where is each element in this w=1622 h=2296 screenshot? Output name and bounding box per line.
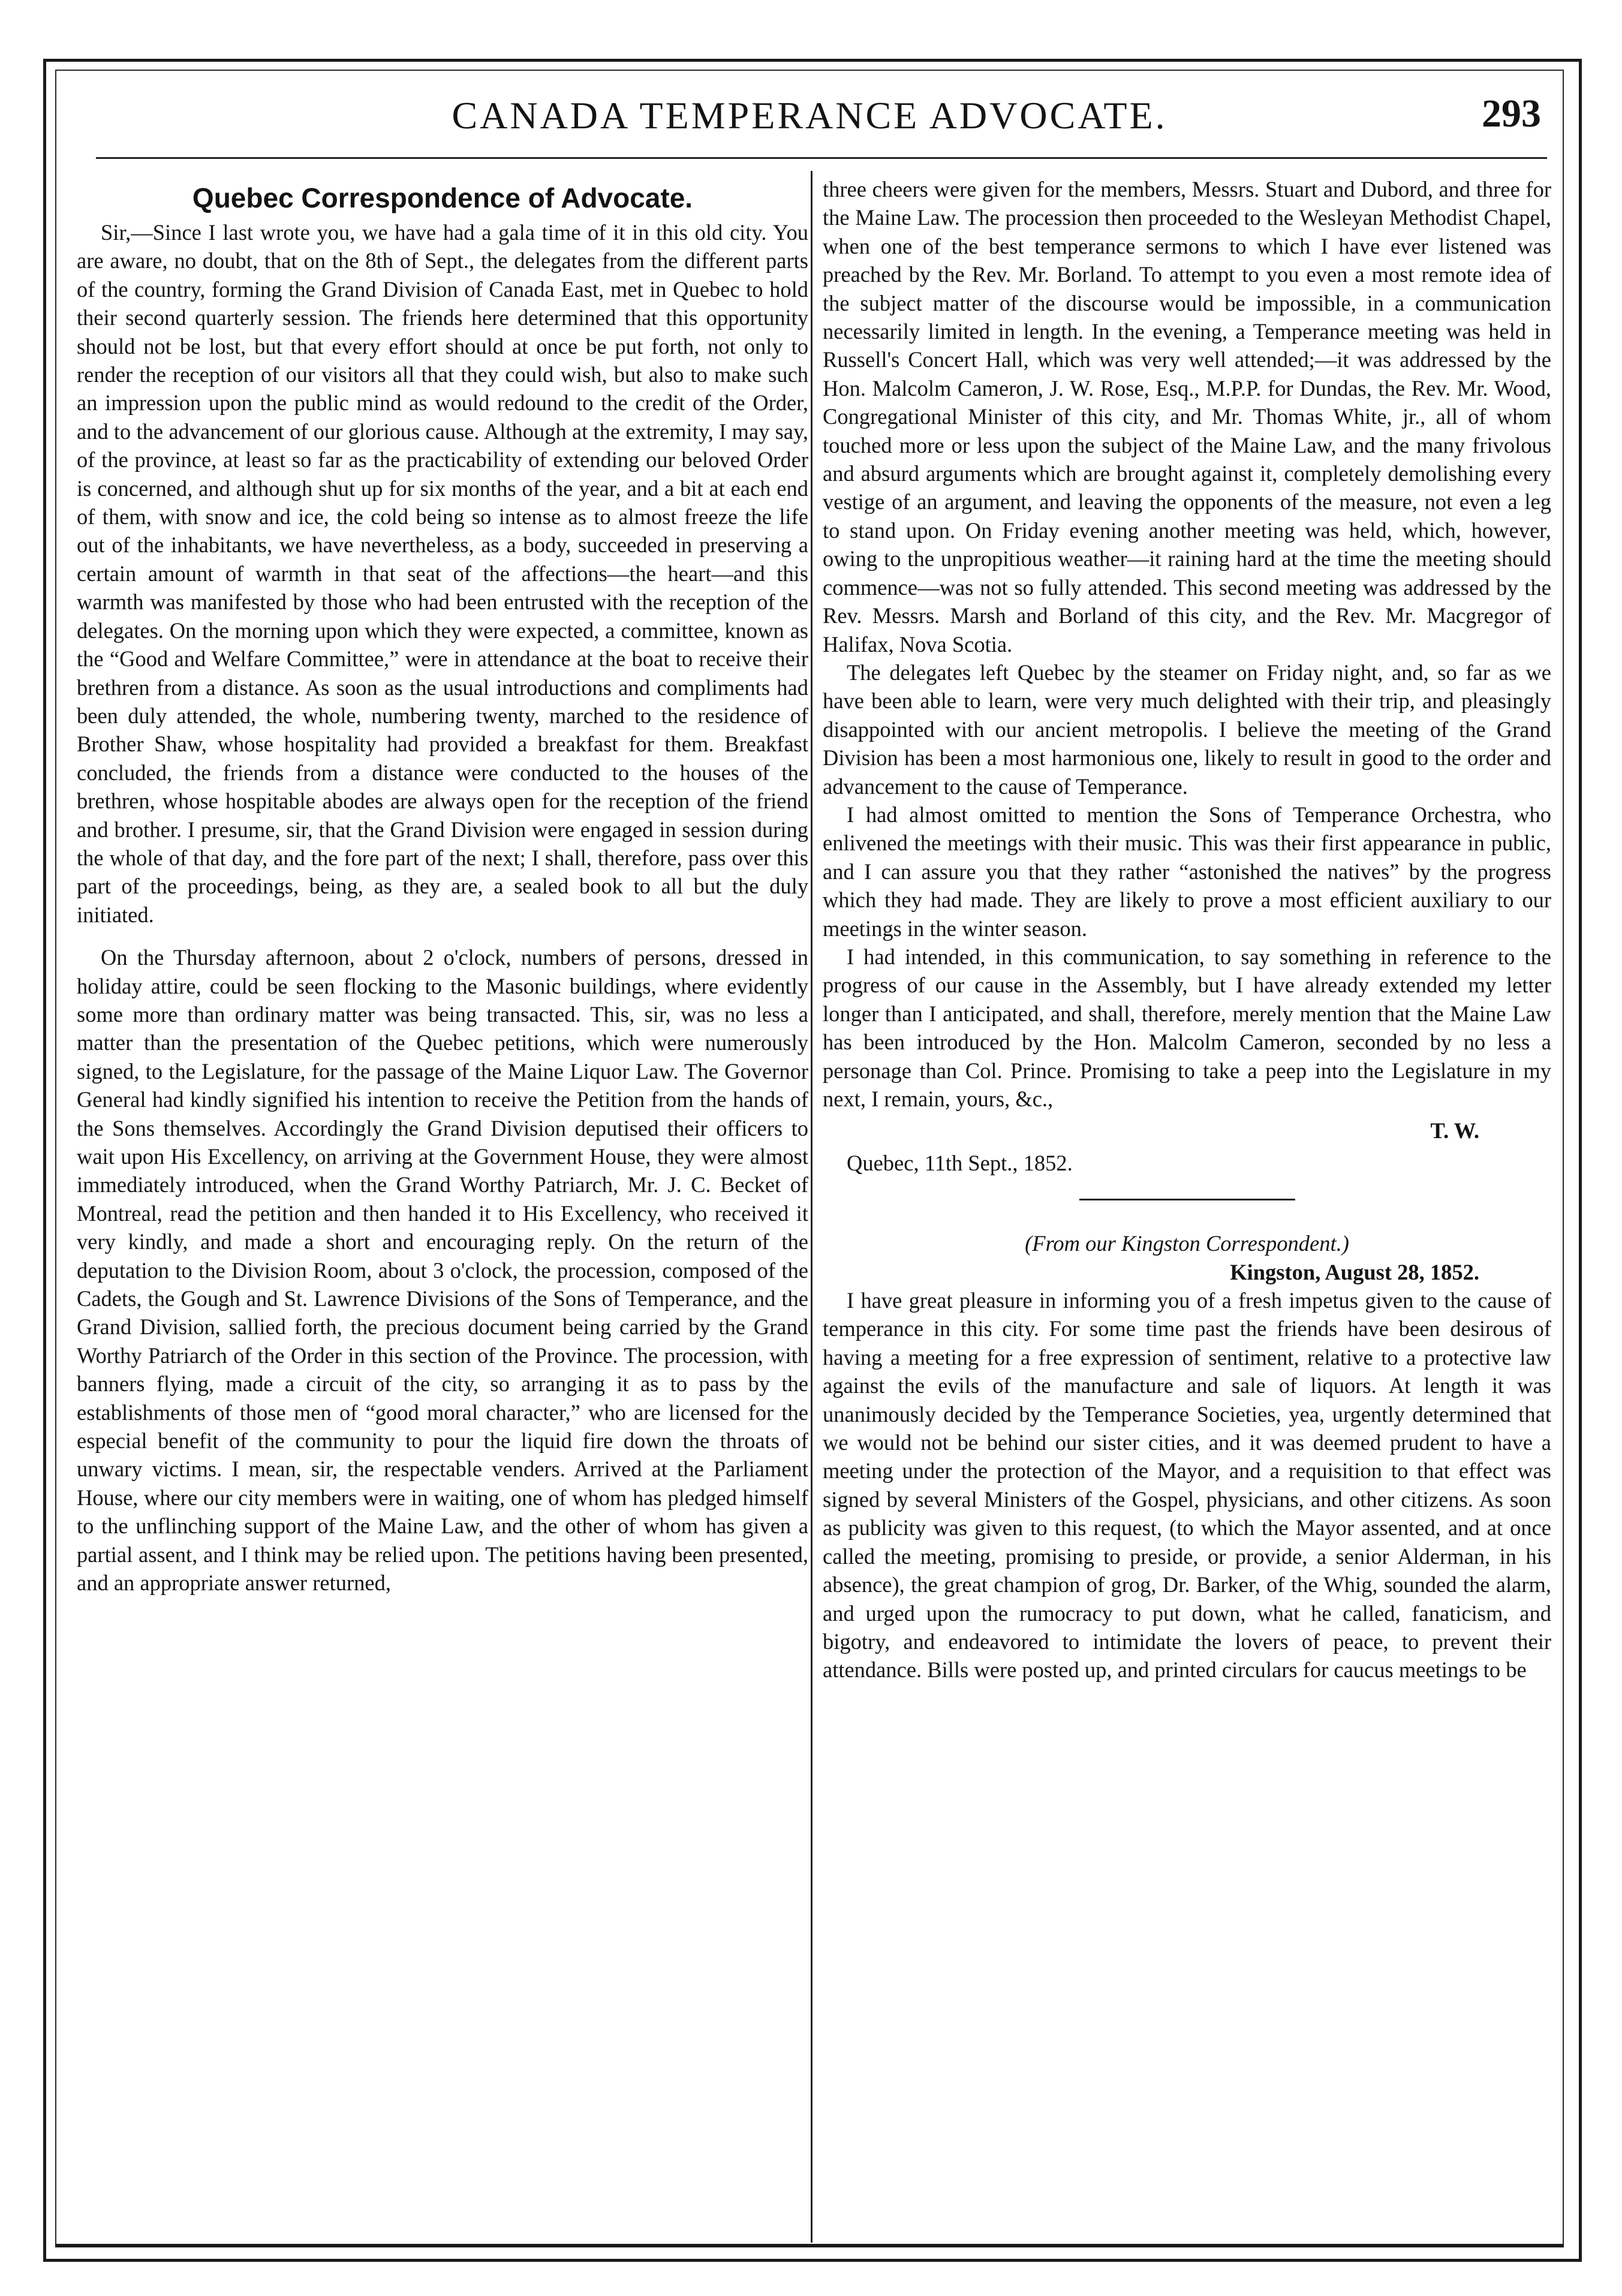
running-title: CANADA TEMPERANCE ADVOCATE. [452,94,1167,137]
signature: T. W. [1430,1118,1479,1144]
bottom-rule [55,2244,1564,2247]
header-rule [96,157,1547,159]
left-column [77,175,808,1597]
paragraph-gap [77,929,808,943]
source-note: (From our Kingston Correspondent.) [1025,1231,1349,1256]
section-title: Quebec Correspondence of Advocate. [192,182,693,213]
dateline: Quebec, 11th Sept., 1852. [847,1150,1073,1175]
article-paragraph: three cheers were given for the members, Messrs. Stuart and Dubord, and three for the Maine Law. The procession then proceeded to the Wesleyan Methodist Chapel, when one of the best temperance sermons to which I have ever listened was preached by the Rev. Mr. Borland. To attempt to you even a most remote idea of the subject matter of the discourse would be impossible, in a communication necessarily limited in length. In the evening, a Temperance meeting was held in Russell's Concert Hall, which was very well attended;—it was addressed by the Hon. Malcolm Cameron, J. W. Rose, Esq., M.P.P. for Dundas, the Rev. Mr. Wood, Congregational Minister of this city, and Mr. Thomas White, jr., all of whom touched more or less upon the subject of the Maine Law, and the many frivolous and absurd arguments which are brought against it, completely demolishing every vestige of an argument, and leaving the opponents of the measure, not even a leg to stand upon. On Friday evening another meeting was held, which, however, owing to the unpropitious weather—it raining hard at the time the meeting should commence—was not so fully attended. This second meeting was addressed by the Rev. Messrs. Marsh and Borland of this city, and the Rev. Mr. Macgregor of Halifax, Nova Scotia. [823,177,1551,657]
article-paragraph: I had intended, in this communication, to say something in reference to the progress of our cause in the Assembly, but I have already extended my letter longer than I anticipated, and shall, therefore, merely mention that the Maine Law has been introduced by the Hon. Malcolm Cameron, seconded by no less a personage than Col. Prince. Promising to take a peep into the Legislature in my next, I remain, yours, &c., [823,944,1551,1111]
page-header [72,90,1547,156]
section-rule [1079,1199,1295,1200]
column-divider [811,171,812,2243]
article-paragraph: On the Thursday afternoon, about 2 o'clock, numbers of persons, dressed in holiday attire, could be seen flocking to the Masonic buildings, where evidently some more than ordinary matter was being transacted. This, sir, was no less a matter than the presentation of the Quebec petitions, which were numerously signed, to the Legislature, for the passage of the Maine Liquor Law. The Governor General had kindly signified his intention to receive the Petition from the hands of the Sons themselves. Accordingly the Grand Division deputised their officers to wait upon His Excellency, on arriving at the Government House, they were almost immediately introduced, when the Grand Worthy Patriarch, Mr. J. C. Becket of Montreal, read the petition and then handed it to His Excellency, who received it very kindly, and made a short and encouraging reply. On the return of the deputation to the Division Room, about 3 o'clock, the procession, composed of the Cadets, the Gough and St. Lawrence Divisions of the Sons of Temperance, and the Grand Division, sallied forth, the precious document being carried by the Grand Worthy Patriarch of the Order in this section of the Province. The procession, with banners flying, made a circuit of the city, so arranging it as to pass by the establishments of those men of “good moral character,” who are licensed for the especial benefit of the community to pour the liquid fire down the throats of unwary victims. I mean, sir, the respectable venders. Arrived at the Parliament House, where our city members were in waiting, one of whom has pledged himself to the unflinching support of the Maine Law, and the other of whom has given a partial assent, and I think may be relied upon. The petitions having been presented, and an appropriate answer returned, [77,945,808,1596]
article-paragraph: The delegates left Quebec by the steamer on Friday night, and, so far as we have been able to learn, were very much delighted with their trip, and pleasingly disappointed with our ancient metropolis. I believe the meeting of the Grand Division has been a most harmonious one, likely to result in good to the order and advancement to the cause of Temperance. [823,660,1551,799]
article-paragraph: Sir,—Since I last wrote you, we have had a gala time of it in this old city. You are aware, no doubt, that on the 8th of Sept., the delegates from the different parts of the country, forming the Grand Division of Canada East, met in Quebec to hold their second quarterly session. The friends here determined that this opportunity should not be lost, but that every effort should at once be put forth, not only to render the reception of our visitors all that they could wish, but also to make such an impression upon the public mind as would redound to the credit of the Order, and to the advancement of our glorious cause. Although at the extremity, I may say, of the province, at least so far as the practicability of extending our beloved Order is concerned, and although shut up for six months of the year, and a bit at each end of them, with snow and ice, the cold being so intense as to almost freeze the life out of the inhabitants, we have nevertheless, as a body, succeeded in preserving a certain amount of warmth in that seat of the affections—the heart—and this warmth was manifested by those who had been entrusted with the reception of the delegates. On the morning upon which they were expected, a committee, known as the “Good and Welfare Committee,” were in attendance at the boat to receive their brethren from a distance. As soon as the usual introductions and compliments had been duly attended, the whole, numbering twenty, marched to the residence of Brother Shaw, whose hospitality had provided a breakfast for them. Breakfast concluded, the friends from a distance were conducted to the houses of the brethren, whose hospitable abodes are always open for the reception of the friend and brother. I presume, sir, that the Grand Division were engaged in session during the whole of that day, and the fore part of the next; I shall, therefore, pass over this part of the proceedings, being, as they are, a sealed book to all but the duly initiated. [77,220,808,927]
page-number: 293 [1482,92,1541,136]
article-paragraph: I have great pleasure in informing you of a fresh impetus given to the cause of temperance in this city. For some time past the friends have been desirous of having a meeting for a free expression of sentiment, relative to a protective law against the evils of the manufacture and sale of liquors. At length it was unanimously decided by the Temperance Societies, yea, urgently determined that we would not be behind our sister cities, and it was deemed prudent to have a meeting under the protection of the Mayor, and a requisition to that effect was signed by several Ministers of the Gospel, physicians, and other citizens. As soon as publicity was given to this request, (to which the Mayor assented, and at once called the meeting, promising to preside, or provide, a senior Alderman, in his absence), the great champion of grog, Dr. Barker, of the Whig, sounded the alarm, and urged upon the rumocracy to put down, what he called, fanaticism, and bigotry, and endeavored to intimidate the lovers of peace, to prevent their attendance. Bills were posted up, and printed circulars for caucus meetings to be [823,1288,1551,1683]
right-column [823,175,1551,1684]
kingston-dateline: Kingston, August 28, 1852. [1230,1259,1479,1284]
article-paragraph: I had almost omitted to mention the Sons of Temperance Orchestra, who enlivened the meetings with their music. This was their first appearance in public, and I can assure you that they rather “astonished the natives” by the progress which they had made. They are likely to prove a most efficient auxiliary to our meetings in the winter season. [823,802,1551,941]
